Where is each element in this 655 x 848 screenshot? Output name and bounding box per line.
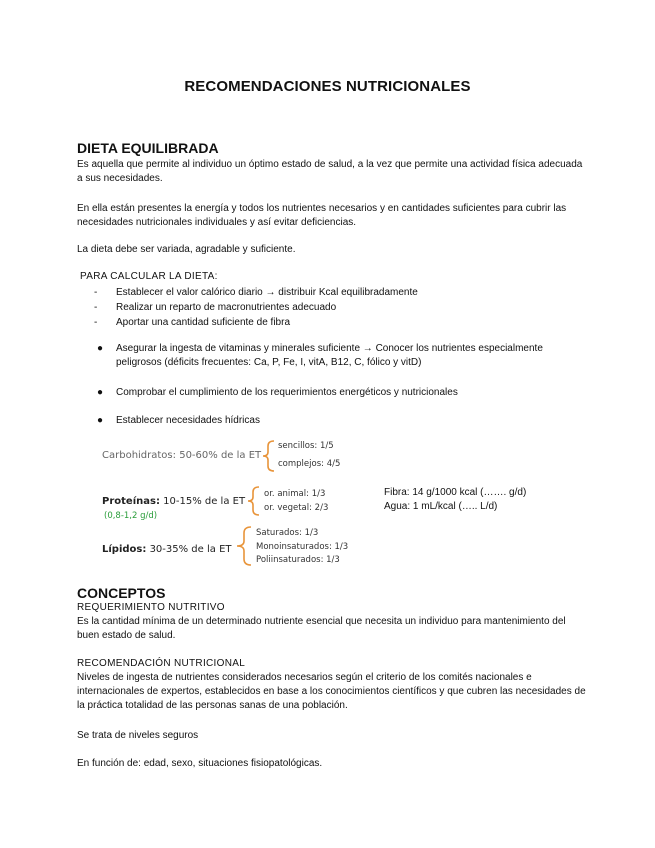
calc-heading: PARA CALCULAR LA DIETA: <box>80 271 218 282</box>
carb-row: Carbohidratos: 50-60% de la ET <box>102 450 262 461</box>
list-item: - Establecer el valor calórico diario → distribuir Kcal equilibradamente <box>94 287 418 298</box>
lip-mono: Monoinsaturados: 1/3 <box>256 542 349 552</box>
lip-poli: Poliinsaturados: 1/3 <box>256 555 340 565</box>
rec-title: RECOMENDACIÓN NUTRICIONAL <box>77 658 246 669</box>
page-title: RECOMENDACIONES NUTRICIONALES <box>184 78 471 95</box>
bullet-item: ● Asegurar la ingesta de vitaminas y minerales suficiente → Conocer los nutrientes especialmente peligrosos (déficits frecuentes: Ca, P, Fe, I, vitA, B12, C, fólico y vitD) <box>97 343 543 368</box>
list-item: - Aportar una cantidad suficiente de fibra <box>94 317 290 328</box>
prot-note: (0,8-1,2 g/d) <box>104 511 158 521</box>
carb-simple: sencillos: 1/5 <box>278 441 334 451</box>
list-item: - Realizar un reparto de macronutrientes adecuado <box>94 302 337 313</box>
funcion-text: En función de: edad, sexo, situaciones fisiopatológicas. <box>77 758 323 769</box>
carb-complex: complejos: 4/5 <box>278 459 341 469</box>
agua-text: Agua: 1 mL/kcal (….. L/d) <box>384 501 498 512</box>
bullet-item: ● Comprobar el cumplimiento de los requerimientos energéticos y nutricionales <box>97 387 458 398</box>
section-heading-dieta: DIETA EQUILIBRADA <box>77 140 219 156</box>
brace-icon <box>234 526 254 566</box>
lip-saturados: Saturados: 1/3 <box>256 528 319 538</box>
prot-row: Proteínas: 10-15% de la ET <box>102 496 246 507</box>
req-title: REQUERIMIENTO NUTRITIVO <box>77 602 225 613</box>
prot-vegetal: or. vegetal: 2/3 <box>264 503 329 513</box>
brace-icon <box>260 440 278 472</box>
fibra-text: Fibra: 14 g/1000 kcal (……. g/d) <box>384 487 527 498</box>
seguros-text: Se trata de niveles seguros <box>77 730 199 741</box>
bullet-item: ● Establecer necesidades hídricas <box>97 415 260 426</box>
dieta-paragraph-1: Es aquella que permite al individuo un óptimo estado de salud, a la vez que permite una actividad física adecuada a sus necesidades. <box>77 159 583 184</box>
section-heading-conceptos: CONCEPTOS <box>77 585 166 601</box>
brace-icon <box>246 486 262 516</box>
prot-animal: or. animal: 1/3 <box>264 489 326 499</box>
lip-row: Lípidos: 30-35% de la ET <box>102 544 232 555</box>
req-text: Es la cantidad mínima de un determinado nutriente esencial que necesita un individuo para mantenimiento del buen estado de salud. <box>77 616 566 641</box>
dieta-paragraph-2: En ella están presentes la energía y todos los nutrientes necesarios y en cantidades suficientes para cubrir las necesidades nutricionales individuales y así evitar deficiencias. <box>77 203 567 228</box>
dash-list <box>94 285 418 330</box>
dieta-paragraph-3: La dieta debe ser variada, agradable y suficiente. <box>77 244 296 255</box>
macronutrient-distribution <box>100 438 368 566</box>
rec-text: Niveles de ingesta de nutrientes considerados necesarios según el criterio de los comités nacionales e internacionales de expertos, establecidos en base a los conocimientos científicos y que cubren las necesidades de la práctica totalidad de las personas sanas de una población. <box>77 672 586 711</box>
